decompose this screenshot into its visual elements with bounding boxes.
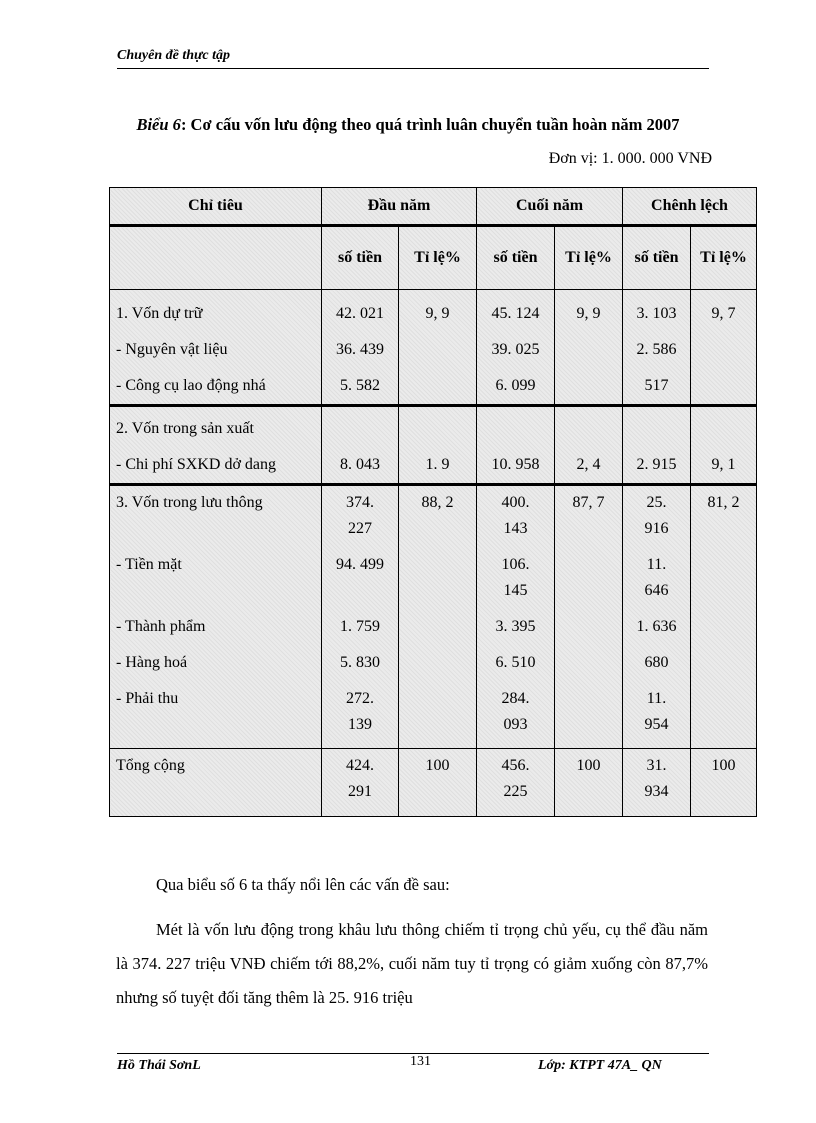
cell-value: 87, 7: [572, 494, 605, 511]
cell-value: 5. 582: [340, 377, 380, 394]
table-row-tong-cong: [110, 749, 757, 817]
row-label: 1. Vốn dự trữ: [116, 305, 203, 322]
cell-value: 9, 9: [425, 305, 450, 322]
cell-value: 6. 510: [495, 654, 536, 671]
cell-value: 5. 830: [340, 654, 380, 671]
unit-note: Đơn vị: 1. 000. 000 VNĐ: [548, 150, 712, 167]
cell-value: 272.: [346, 690, 374, 707]
cell-value: 2. 915: [636, 456, 677, 473]
page-header: [117, 48, 709, 69]
col-header-dau-nam: Đầu năm: [322, 188, 477, 226]
cell-value: 39. 025: [491, 341, 540, 358]
page-number: 131: [410, 1054, 431, 1069]
cell-value: 1. 636: [636, 618, 677, 635]
row-label: 3. Vốn trong lưu thông: [116, 494, 263, 511]
col-header-chi-tieu: Chỉ tiêu: [110, 188, 322, 226]
cell-value: 424.: [346, 757, 374, 774]
caption-title: : Cơ cấu vốn lưu động theo quá trình luân chuyển tuần hoàn năm 2007: [180, 115, 680, 134]
cell-value: 106.: [501, 556, 530, 573]
row-label: 2. Vốn trong sản xuất: [116, 420, 254, 437]
cell-value: 291: [348, 783, 372, 800]
subheader-cn-tien: số tiền: [477, 226, 555, 290]
cell-value: 3. 103: [636, 305, 677, 322]
cell-value: 456.: [501, 757, 530, 774]
row-label: - Nguyên vật liệu: [116, 341, 228, 358]
row-label: - Hàng hoá: [116, 654, 188, 671]
cell-value: 400.: [501, 494, 530, 511]
row-label: - Chi phí SXKD dở dang: [116, 456, 277, 473]
cell-value: 227: [348, 520, 372, 537]
body-paragraph-1: Qua biểu số 6 ta thấy nổi lên các vấn đề sau:: [156, 875, 450, 894]
cell-value: 9, 9: [576, 305, 601, 322]
header-row-2: [110, 226, 757, 290]
cell-value: 6. 099: [495, 377, 536, 394]
col-header-cuoi-nam: Cuối năm: [477, 188, 623, 226]
cell-value: 517: [644, 377, 669, 394]
footer-class: Lớp: KTPT 47A_ QN: [538, 1058, 662, 1073]
cell-value: 11.: [646, 556, 667, 573]
table-row-von-luu-thong: [110, 485, 757, 749]
cell-value: 1. 759: [340, 618, 380, 635]
cell-value: 100: [576, 757, 601, 774]
cell-value: 88, 2: [421, 494, 454, 511]
cell-value: 3. 395: [495, 618, 536, 635]
subheader-dn-tien: số tiền: [322, 226, 399, 290]
cell-value: 225: [503, 783, 528, 800]
empty-header-cell: [110, 226, 322, 290]
cell-value: 31.: [646, 757, 667, 774]
header-text: Chuyên đề thực tập: [117, 48, 231, 63]
cell-value: 1. 9: [425, 456, 450, 473]
cell-value: 139: [348, 716, 372, 733]
subheader-cl-tien: số tiền: [623, 226, 691, 290]
cell-value: 934: [644, 783, 669, 800]
row-label: - Tiền mặt: [116, 556, 182, 573]
subheader-cn-tl: Tỉ lệ%: [555, 226, 623, 290]
row-label: - Công cụ lao động nhá: [116, 377, 266, 394]
cell-value: 100: [711, 757, 736, 774]
cell-value: 143: [503, 520, 528, 537]
cell-value: 81, 2: [707, 494, 740, 511]
cell-value: 42. 021: [336, 305, 384, 322]
capital-structure-table: [109, 187, 756, 817]
cell-value: 100: [425, 757, 450, 774]
cell-value: 36. 439: [336, 341, 384, 358]
row-label: Tổng cộng: [116, 757, 185, 774]
cell-value: 2. 586: [636, 341, 677, 358]
cell-value: 9, 1: [711, 456, 736, 473]
cell-value: 25.: [646, 494, 667, 511]
row-label: - Thành phẩm: [116, 618, 206, 635]
cell-value: 145: [503, 582, 528, 599]
cell-value: 680: [644, 654, 669, 671]
cell-value: 916: [644, 520, 669, 537]
cell-value: 374.: [346, 494, 374, 511]
row-label: - Phải thu: [116, 690, 179, 707]
cell-value: 45. 124: [491, 305, 540, 322]
cell-value: 9, 7: [711, 305, 736, 322]
caption-label: Biểu 6: [136, 115, 181, 134]
body-paragraph-2: Mét là vốn lưu động trong khâu lưu thông chiếm tỉ trọng chủ yếu, cụ thể đầu năm là 374. 227 triệu VNĐ chiếm tới 88,2%, cuối năm tuy tỉ trọng có giảm xuống còn 87,7% nhưng số tuyệt đối tăng thêm là 25. 916 triệu: [116, 920, 708, 1007]
cell-value: 8. 043: [340, 456, 380, 473]
cell-value: 954: [644, 716, 669, 733]
cell-value: 646: [644, 582, 669, 599]
subheader-cl-tl: Tỉ lệ%: [691, 226, 757, 290]
cell-value: 11.: [646, 690, 667, 707]
table-row-von-san-xuat: [110, 406, 757, 485]
header-row-1: [110, 188, 757, 226]
cell-value: 10. 958: [491, 456, 540, 473]
cell-value: 2, 4: [576, 456, 601, 473]
cell-value: 093: [503, 716, 528, 733]
table-caption: [0, 115, 816, 135]
subheader-dn-tl: Tỉ lệ%: [399, 226, 477, 290]
cell-value: 284.: [501, 690, 530, 707]
col-header-chenh-lech: Chênh lệch: [623, 188, 757, 226]
table-row-von-du-tru: [110, 290, 757, 406]
footer-author: Hồ Thái SơnL: [117, 1058, 201, 1073]
page-footer: [117, 1053, 709, 1078]
cell-value: 94. 499: [336, 556, 384, 573]
